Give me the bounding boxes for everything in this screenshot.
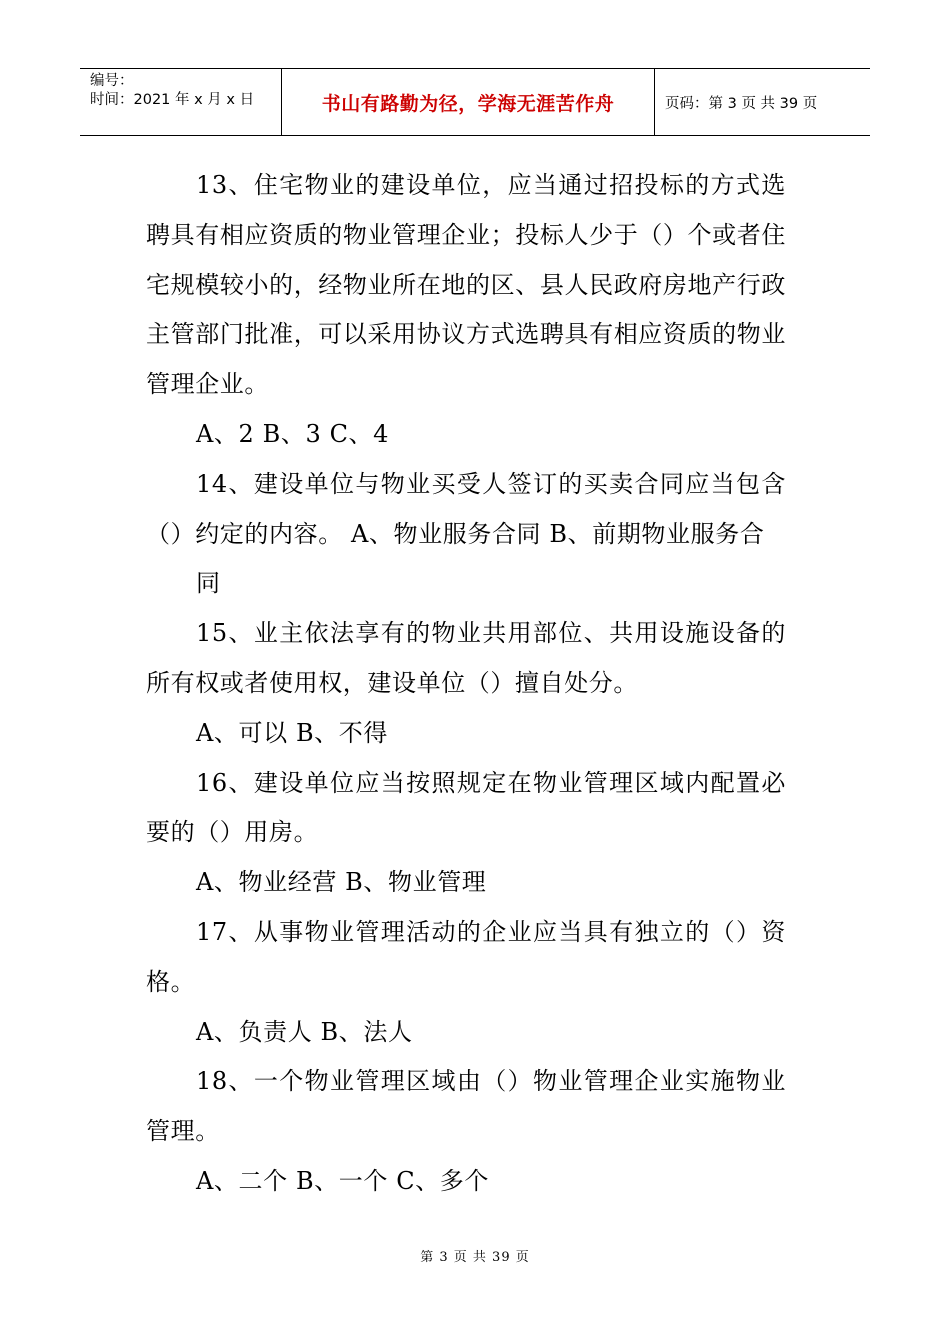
page-info: 页码：第 3 页 共 39 页 [665, 95, 818, 112]
document-body [146, 161, 786, 1207]
motto: 书山有路勤为径，学海无涯苦作舟 [321, 92, 615, 115]
question-13: 13、住宅物业的建设单位，应当通过招投标的方式选聘具有相应资质的物业管理企业；投标人少于（）个或者住宅规模较小的，经物业所在地的区、县人民政府房地产行政主管部门批准，可以采用协议方式选聘具有相应资质的物业管理企业。 [146, 171, 786, 399]
question-16: 16、建设单位应当按照规定在物业管理区域内配置必要的（）用房。 [146, 768, 786, 847]
question-15: 15、业主依法享有的物业共用部位、共用设施设备的所有权或者使用权，建设单位（）擅自处分。 [146, 619, 786, 697]
options-18: A、二个 B、一个 C、多个 [196, 1166, 489, 1195]
header-motto-cell [282, 69, 655, 135]
page-footer: 第 3 页 共 39 页 [420, 1250, 530, 1265]
options-14: 同 [196, 569, 221, 598]
time-label: 时间：2021 年 x 月 x 日 [90, 92, 255, 108]
header-meta [80, 69, 282, 135]
question-14: 14、建设单位与物业买受人签订的买卖合同应当包含（）约定的内容。 A、物业服务合同 B、前期物业服务合 [146, 469, 786, 548]
page-header [80, 68, 870, 136]
question-17: 17、从事物业管理活动的企业应当具有独立的（）资格。 [146, 917, 786, 996]
options-13: A、2 B、3 C、4 [196, 419, 389, 448]
options-16: A、物业经营 B、物业管理 [196, 868, 487, 897]
code-label: 编号： [90, 73, 134, 89]
options-17: A、负责人 B、法人 [196, 1017, 413, 1046]
header-page-cell [655, 69, 870, 135]
options-15: A、可以 B、不得 [196, 718, 388, 747]
question-18: 18、一个物业管理区域由（）物业管理企业实施物业管理。 [146, 1067, 786, 1146]
